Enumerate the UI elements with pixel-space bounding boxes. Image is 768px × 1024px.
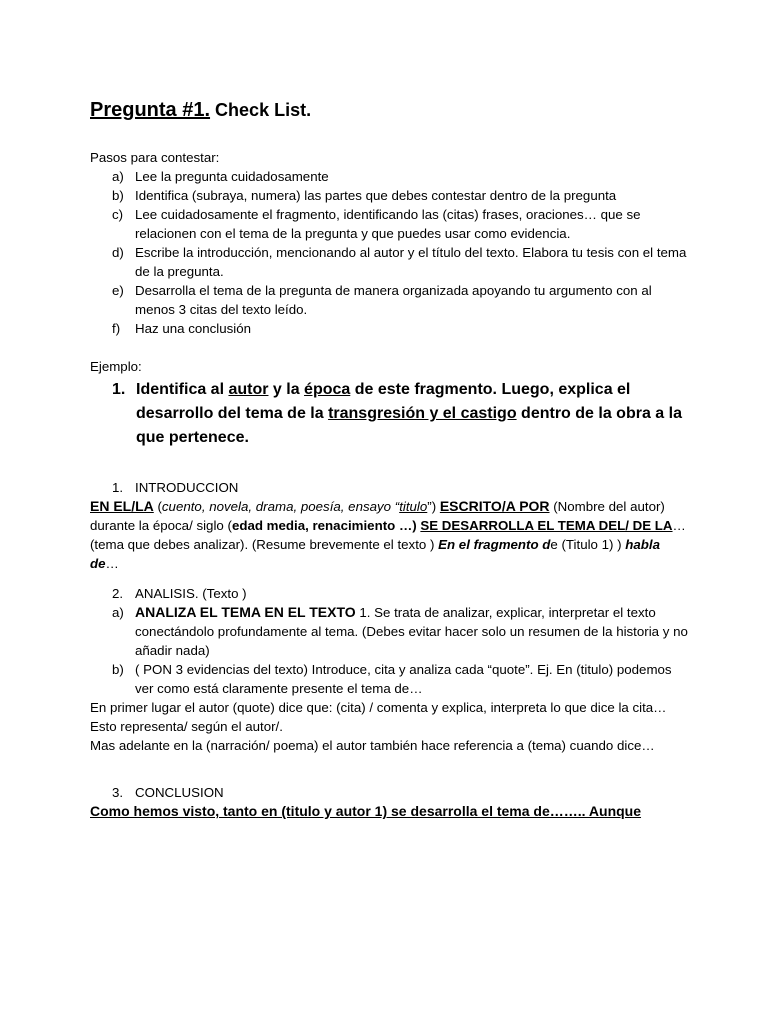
list-marker: e) [112, 283, 124, 298]
template-text: ( [153, 499, 162, 514]
analysis-item-a [90, 603, 690, 660]
template-text: e (Titulo 1) ) [550, 537, 626, 552]
list-item [90, 205, 690, 243]
template-text: … [105, 556, 119, 571]
example-question [90, 378, 690, 450]
list-item [90, 167, 690, 186]
list-marker: f) [112, 321, 121, 336]
template-text: ”) [427, 499, 437, 514]
list-marker: d) [112, 245, 124, 260]
list-text: Desarrolla el tema de la pregunta de manera organizada apoyando tu argumento con al menos 3 citas del texto leído. [135, 283, 652, 317]
example-underline: autor [228, 381, 269, 398]
list-marker: b) [112, 662, 124, 677]
section-number: 1. [112, 480, 124, 495]
introduccion-paragraph [90, 497, 690, 573]
list-text: Lee cuidadosamente el fragmento, identificando las (citas) frases, oraciones… que se relacionen con el tema de la pregunta y que puedes usar como evidencia. [135, 207, 641, 241]
list-text: Escribe la introducción, mencionando al autor y el título del texto. Elabora tu tesis con el tema de la pregunta. [135, 245, 687, 279]
section-title: ANALISIS. (Texto ) [135, 586, 247, 601]
intro-line: Pasos para contestar: [90, 150, 220, 165]
conclusion-text: Como hemos visto, tanto en (titulo y autor 1) se desarrolla el tema de…….. Aunque [90, 803, 642, 819]
list-marker: b) [112, 188, 124, 203]
list-text: Identifica (subraya, numera) las partes que debes contestar dentro de la pregunta [135, 188, 617, 203]
template-text: … (tema que debes analizar). (Resume brevemente el texto ) [90, 518, 686, 552]
steps-list [90, 167, 690, 338]
analysis-paragraph-1: En primer lugar el autor (quote) dice que: (cita) / comenta y explica, interpreta lo que dice la cita… Esto representa/ según el autor/. [90, 700, 667, 734]
list-text: Lee la pregunta cuidadosamente [135, 169, 329, 184]
analysis-item-b [90, 660, 690, 698]
example-text: y la [268, 381, 305, 398]
example-text: Identifica al [136, 381, 229, 398]
template-text: En el fragmento d [438, 537, 551, 552]
list-marker: a) [112, 169, 124, 184]
section-heading-introduccion [90, 478, 690, 497]
section-heading-analisis [90, 584, 690, 603]
list-item [90, 281, 690, 319]
example-number: 1. [112, 381, 126, 398]
example-text: de este fragmento. Luego, explica el desarrollo del tema de la [136, 381, 631, 422]
template-text: EN EL/LA [90, 498, 154, 514]
section-title: INTRODUCCION [135, 480, 239, 495]
list-item [90, 243, 690, 281]
list-marker: a) [112, 605, 124, 620]
template-text: habla de [90, 537, 661, 571]
analysis-bold: ANALIZA EL TEMA EN EL TEXTO [135, 604, 356, 620]
example-underline: transgresión y el castigo [328, 405, 517, 422]
example-underline: época [304, 381, 351, 398]
example-text: dentro de la obra a la que pertenece. [136, 405, 682, 446]
section-title: CONCLUSION [135, 785, 224, 800]
template-text: cuento, novela, drama, poesía, ensayo “ [161, 499, 400, 514]
list-item [90, 319, 690, 338]
page-title [90, 96, 690, 124]
template-text: SE DESARROLLA EL TEMA DEL/ DE LA [420, 518, 673, 533]
title-main: Pregunta #1. [90, 99, 211, 121]
example-label: Ejemplo: [90, 359, 142, 374]
analysis-text: ( PON 3 evidencias del texto) Introduce, cita y analiza cada “quote”. Ej. En (titulo) podemos ver como está claramente presente el tema de… [135, 662, 672, 696]
template-text: (Nombre del autor) durante la época/ siglo ( [90, 499, 665, 533]
analysis-paragraph-2: Mas adelante en la (narración/ poema) el autor también hace referencia a (tema) cuando dice… [90, 738, 655, 753]
title-rest: Check List. [210, 100, 312, 120]
list-item [90, 186, 690, 205]
template-text: edad media, renacimiento …) [231, 518, 417, 533]
analysis-text: 1. Se trata de analizar, explicar, interpretar el texto conectándolo profundamente al tema. (Debes evitar hacer solo un resumen de la historia y no añadir nada) [135, 605, 688, 658]
section-number: 3. [112, 785, 124, 800]
template-text: titulo [399, 499, 428, 514]
section-number: 2. [112, 586, 124, 601]
list-marker: c) [112, 207, 124, 222]
section-heading-conclusion [90, 783, 690, 802]
list-text: Haz una conclusión [135, 321, 252, 336]
template-text: ESCRITO/A POR [439, 498, 550, 514]
document-page [90, 96, 690, 821]
